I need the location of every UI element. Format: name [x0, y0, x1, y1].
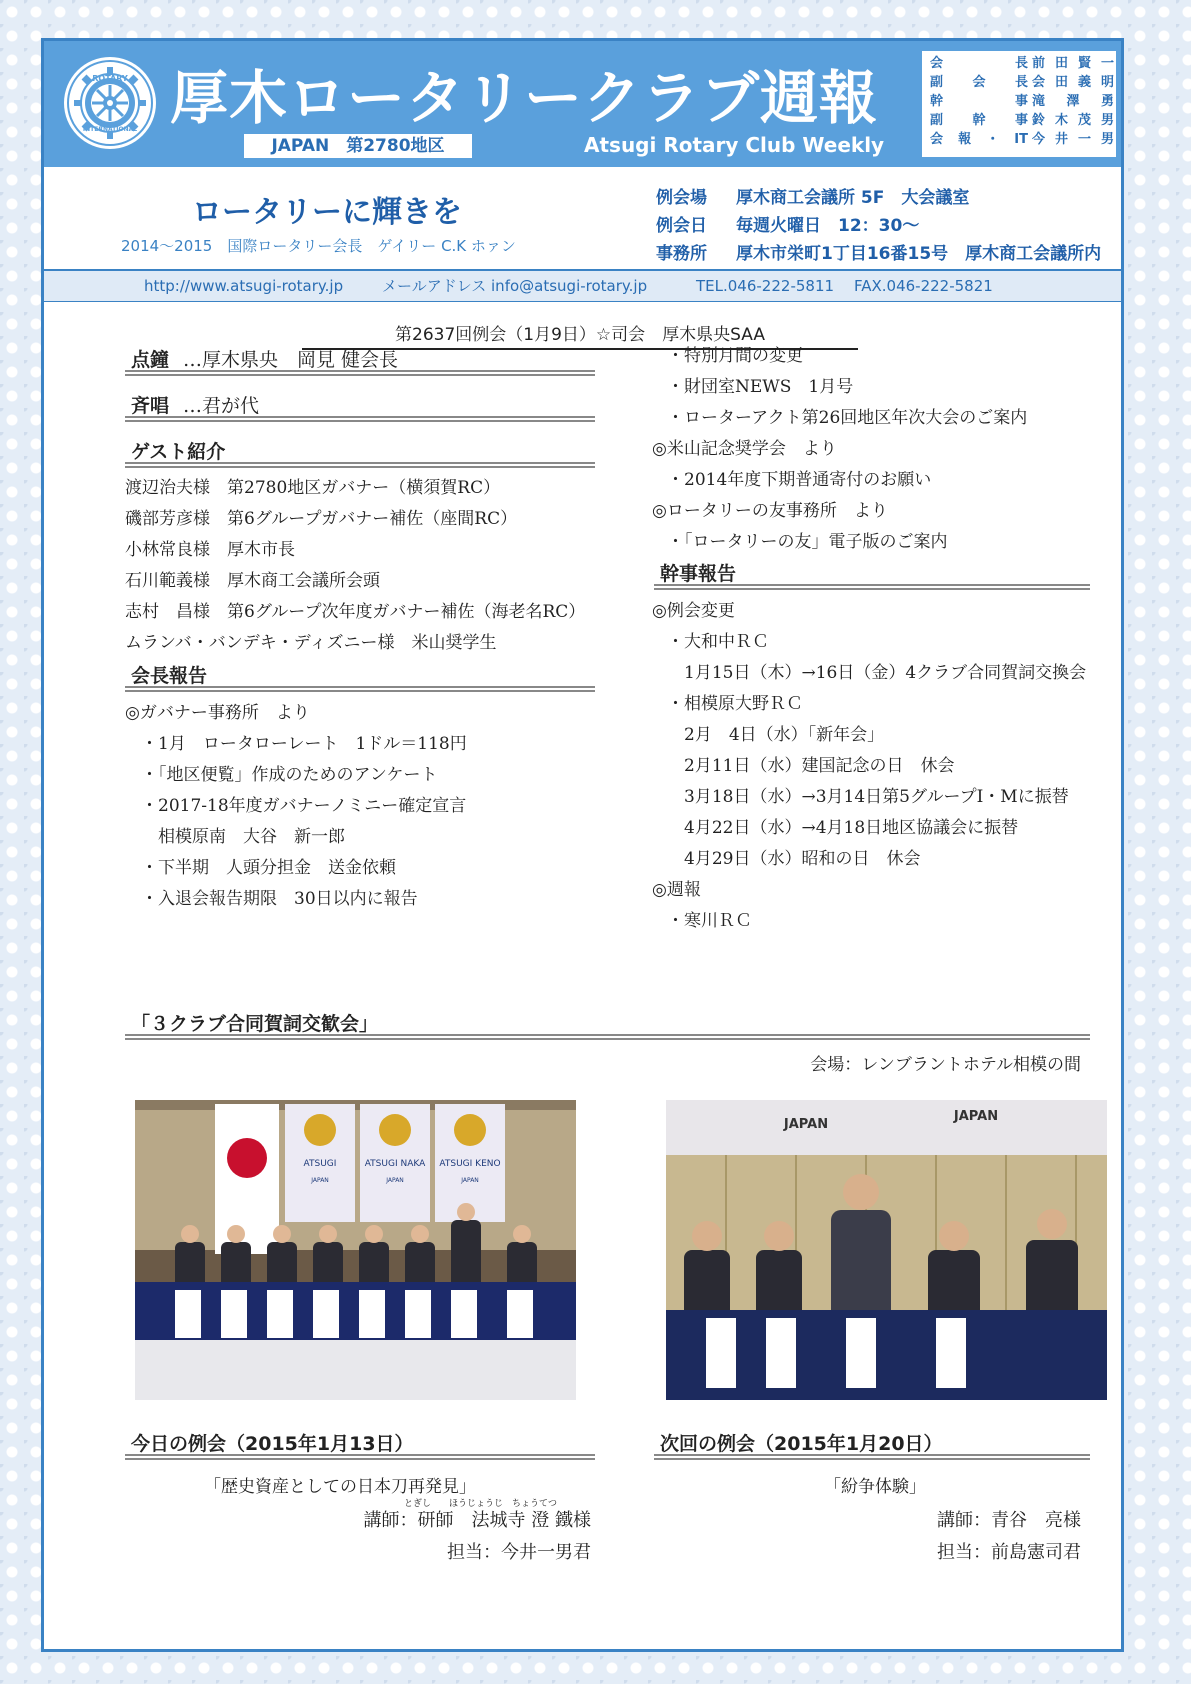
officer-row	[930, 55, 1114, 73]
today-ruby: とぎし ほうじょうじ ちょうてつ	[404, 1499, 558, 1509]
secretary-line: ・相模原大野ＲＣ	[667, 694, 803, 714]
event-photo-2	[666, 1100, 1107, 1400]
guest-line: 志村 昌様 第6グループ次年度ガバナー補佐（海老名RC）	[125, 602, 586, 622]
secretary-line: ・寒川ＲＣ	[667, 911, 752, 931]
title-banner	[44, 41, 1121, 167]
banner-subtext: JAPAN	[461, 1177, 479, 1184]
next-speaker: 講師：青谷 亮様	[937, 1510, 1081, 1531]
info-label: 例会場	[656, 188, 707, 208]
report-line: ・2014年度下期普通寄付のお願い	[667, 470, 932, 490]
bell-heading	[125, 346, 595, 376]
info-value: 毎週火曜日 12：30～	[736, 216, 920, 236]
secretary-line: 1月15日（木）→16日（金）4クラブ合同賀詞交換会	[667, 663, 1087, 683]
today-topic: 「歴史資産としての日本刀再発見」	[204, 1477, 476, 1497]
banner-subtext: JAPAN	[386, 1177, 404, 1184]
today-heading: 今日の例会（2015年1月13日）	[125, 1430, 595, 1460]
report-line: ・「地区便覧」作成のためのアンケート	[141, 765, 438, 785]
officer-role: 幹事	[930, 94, 1028, 109]
report-line: ・特別月間の変更	[667, 346, 803, 366]
event-venue: 会場：レンブラントホテル相模の間	[810, 1055, 1081, 1075]
officer-name: 前田賢一	[1032, 56, 1114, 71]
info-row	[656, 183, 969, 208]
banner-text: JAPAN	[783, 1117, 829, 1132]
secretary-line: ◎週報	[652, 880, 701, 900]
anthem-text: …君が代	[183, 395, 260, 417]
today-charge: 担当：今井一男君	[447, 1542, 591, 1563]
report-line: ◎米山記念奨学会 より	[652, 439, 837, 459]
info-value: 厚木市栄町1丁目16番15号 厚木商工会議所内	[736, 244, 1102, 264]
banner-text: ATSUGI NAKA	[364, 1159, 426, 1169]
banner-text: ATSUGI KENO	[439, 1159, 501, 1169]
header	[41, 38, 1124, 302]
officer-name: 滝澤勇	[1032, 94, 1114, 109]
event-heading: 「３クラブ合同賀詞交歓会」	[125, 1010, 1090, 1040]
contact-bar	[44, 269, 1121, 301]
officer-row	[930, 74, 1114, 92]
guest-line: 渡辺治夫様 第2780地区ガバナー（横須賀RC）	[125, 478, 501, 498]
website-link[interactable]: http://www.atsugi-rotary.jp	[144, 277, 344, 295]
report-line: 相模原南 大谷 新一郎	[141, 827, 345, 847]
info-row	[656, 211, 919, 236]
report-line: ・財団室NEWS 1月号	[667, 377, 854, 397]
officer-role: 会長	[930, 56, 1028, 71]
fax-number: FAX.046-222-5821	[854, 277, 993, 295]
banner-text: JAPAN	[953, 1109, 999, 1124]
officer-role: 副会長	[930, 75, 1028, 90]
anthem-label: 斉唱	[131, 395, 170, 417]
anthem-heading	[125, 392, 595, 422]
meeting-title: 第2637回例会（1月9日）☆司会 厚木県央SAA	[302, 320, 858, 350]
rotary-wheel-icon	[304, 1114, 336, 1146]
report-line: ・「ロータリーの友」電子版のご案内	[667, 532, 948, 552]
next-charge: 担当：前島憲司君	[937, 1542, 1081, 1563]
motto: ロータリーに輝きを	[192, 195, 462, 230]
guest-line: 石川範義様 厚木商工会議所会頭	[125, 571, 380, 591]
newsletter-title: 厚木ロータリークラブ週報	[170, 64, 879, 132]
officers-box	[922, 51, 1116, 157]
officer-row	[930, 93, 1114, 111]
content-area	[41, 302, 1124, 1652]
district-label: JAPAN 第2780地区	[244, 134, 472, 158]
ri-president-line: 2014～2015 国際ロータリー会長 ゲイリー C.K ホァン	[121, 237, 516, 255]
newsletter-subtitle: Atsugi Rotary Club Weekly	[584, 133, 885, 157]
info-row	[656, 239, 1101, 264]
report-line: ◎ガバナー事務所 より	[125, 703, 310, 723]
secretary-line: 4月29日（水）昭和の日 休会	[667, 849, 921, 869]
banner-text: ATSUGI	[303, 1159, 337, 1169]
rotary-wheel-icon	[454, 1114, 486, 1146]
bell-text: …厚木県央 岡見 健会長	[183, 349, 399, 371]
rotary-wheel-icon	[62, 55, 158, 151]
guest-line: 小林常良様 厚木市長	[125, 540, 295, 560]
banner-subtext: JAPAN	[311, 1177, 329, 1184]
guest-line: 磯部芳彦様 第6グループガバナー補佐（座間RC）	[125, 509, 518, 529]
officer-row	[930, 131, 1114, 149]
secretary-line: ・大和中ＲＣ	[667, 632, 769, 652]
officer-row	[930, 112, 1114, 130]
report-line: ◎ロータリーの友事務所 より	[652, 501, 888, 521]
secretary-line: 4月22日（水）→4月18日地区協議会に振替	[667, 818, 1019, 838]
report-line: ・2017-18年度ガバナーノミニー確定宣言	[141, 796, 467, 816]
next-heading: 次回の例会（2015年1月20日）	[654, 1430, 1090, 1460]
guests-heading: ゲスト紹介	[125, 438, 595, 468]
bell-label: 点鐘	[131, 349, 170, 371]
logo-text-top: ROTARY	[92, 74, 128, 83]
officer-name: 鈴木茂男	[1032, 113, 1114, 128]
logo-text-bottom: INTERNATIONAL	[82, 126, 138, 133]
secretary-line: 3月18日（水）→3月14日第5グループI・Mに振替	[667, 787, 1069, 807]
rotary-wheel-icon	[379, 1114, 411, 1146]
secretary-line: ◎例会変更	[652, 601, 735, 621]
secretary-line: 2月11日（水）建国記念の日 休会	[667, 756, 955, 776]
email-link[interactable]: メールアドレス info@atsugi-rotary.jp	[382, 277, 648, 295]
info-label: 事務所	[656, 244, 707, 264]
tel-number: TEL.046-222-5811	[696, 277, 835, 295]
today-speaker: 講師：研師 法城寺 澄 鐵様	[363, 1510, 591, 1531]
president-report-heading: 会長報告	[125, 662, 595, 692]
guest-line: ムランバ・バンデキ・ディズニー様 米山奨学生	[125, 633, 497, 653]
report-line: ・入退会報告期限 30日以内に報告	[141, 889, 418, 909]
secretary-report-heading: 幹事報告	[654, 560, 1090, 590]
officer-name: 今井一男	[1032, 132, 1114, 147]
info-label: 例会日	[656, 216, 707, 236]
event-photo-1	[135, 1100, 576, 1400]
report-line: ・1月 ロータローレート 1ドル＝118円	[141, 734, 467, 754]
info-value: 厚木商工会議所 5F 大会議室	[736, 188, 970, 208]
report-line: ・下半期 人頭分担金 送金依頼	[141, 858, 396, 878]
officer-role: 会報・IT	[930, 132, 1028, 147]
officer-role: 副幹事	[930, 113, 1028, 128]
officer-name: 会田義明	[1032, 75, 1114, 90]
japan-flag-icon	[227, 1138, 267, 1178]
report-line: ・ローターアクト第26回地区年次大会のご案内	[667, 408, 1028, 428]
next-topic: 「紛争体験」	[824, 1477, 926, 1497]
secretary-line: 2月 4日（水）「新年会」	[667, 725, 885, 745]
